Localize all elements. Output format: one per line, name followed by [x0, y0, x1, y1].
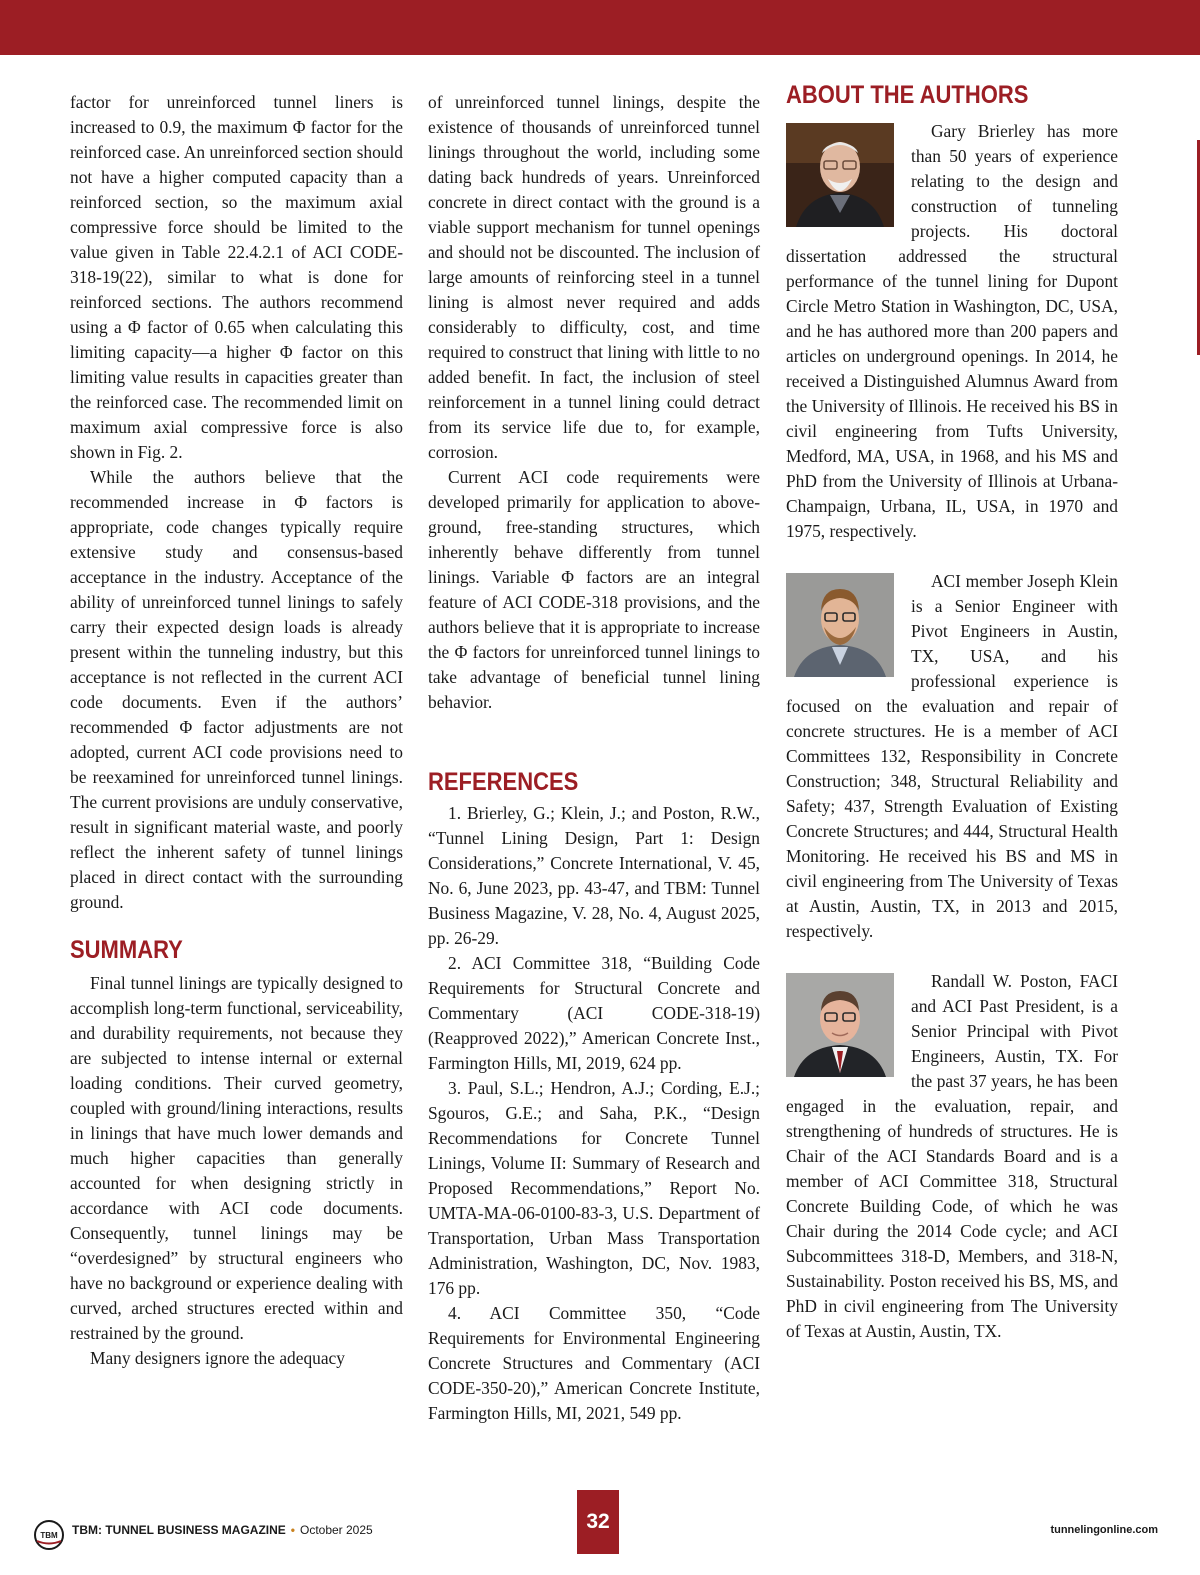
author-bio-poston [786, 969, 1118, 1344]
bio-text: Randall W. Poston, FACI and ACI Past President, is a Senior Principal with Pivot Engineers, Austin, TX. For the past 37 years, he has been engaged in the evaluation, repair, and strengthening of hundreds of structures. He is Chair of the ACI Standards Board and is a member of ACI Committee 318, Structural Concrete Building Code, of which he was Chair during the 2014 Code cycle; and ACI Subcommittees 318-D, Members, and 318-N, Sustainability. Poston received his BS, MS, and PhD in civil engineering from The University of Texas at Austin, Austin, TX. [786, 971, 1118, 1341]
magazine-name: TBM: TUNNEL BUSINESS MAGAZINE [72, 1523, 286, 1537]
paragraph: Current ACI code requirements were developed primarily for application to above-ground, free-standing structures, which inherently behave differently from tunnel linings. Variable Φ factors are an integral feature of ACI CODE-318 provisions, and the authors believe that it is appropriate to increase the Φ factors for unreinforced tunnel linings to take advantage of beneficial tunnel lining behavior. [428, 467, 760, 712]
page-footer [0, 1490, 1200, 1575]
header-bar [0, 0, 1200, 55]
bio-text: Gary Brierley has more than 50 years of experience relating to the design and construction of tunneling projects. His doctoral dissertation addressed the structural performance of the tunnel lining for Dupont Circle Metro Station in Washington, DC, USA, and he has authored more than 200 papers and articles on underground openings. In 2014, he received a Distinguished Alumnus Award from the University of Illinois. He received his BS in civil engineering from Tufts University, Medford, MA, USA, in 1968, and his MS and PhD from the University of Illinois at Urbana-Champaign, Urbana, IL, USA, in 1970 and 1975, respectively. [786, 121, 1118, 541]
author-bio-brierley [786, 119, 1118, 544]
paragraph: While the authors believe that the recommended increase in Φ factors is appropriate, code changes typically require extensive study and consensus-based acceptance in the industry. Acceptance of the ability of unreinforced tunnel linings to safely carry their expected design loads is already present within the tunneling industry, but this acceptance is not reflected in the current ACI code documents. Even if the authors’ recommended Φ factor adjustments are not adopted, current ACI code provisions need to be reexamined for unreinforced tunnel linings. The current provisions are unduly conservative, result in significant material waste, and poorly reflect the inherent safety of tunnel linings placed in direct contact with the surrounding ground. [70, 467, 403, 912]
author-bio-klein [786, 569, 1118, 944]
paragraph: Final tunnel linings are typically designed to accomplish long-term functional, serviceability, and durability requirements, not because they are subjected to intense internal or external loading conditions. Their curved geometry, coupled with ground/lining interactions, results in linings that have much lower demands and much higher capacities than generally accounted for when designing strictly in accordance with ACI code documents. Consequently, tunnel linings may be “overdesigned” by structural engineers who have no background or experience dealing with curved, arched structures erected within and restrained by the ground. [70, 973, 403, 1343]
issue-date: October 2025 [299, 1523, 373, 1537]
reference-item: 3. Paul, S.L.; Hendron, A.J.; Cording, E.J.; Sgouros, G.E.; and Saha, P.K., “Design Recommendations for Concrete Tunnel Linings, Volume II: Summary of Research and Proposed Recommendations,” Report No. UMTA-MA-06-0100-83-3, U.S. Department of Transportation, Urban Mass Transportation Administration, Washington, DC, Nov. 1983, 176 pp. [428, 1078, 760, 1298]
column-2 [428, 90, 760, 1426]
footer-website: tunnelingonline.com [1050, 1524, 1158, 1536]
tbm-logo-text: TBM [40, 1531, 58, 1540]
author-photo-poston [786, 973, 894, 1077]
portrait-image [786, 123, 894, 227]
reference-item: 1. Brierley, G.; Klein, J.; and Poston, R.W., “Tunnel Lining Design, Part 1: Design Considerations,” Concrete International, V. 45, No. 6, June 2023, pp. 43-47, and TBM: Tunnel Business Magazine, V. 28, No. 4, August 2025, pp. 26-29. [428, 803, 760, 948]
references-heading: REFERENCES [428, 768, 579, 796]
about-authors-heading: ABOUT THE AUTHORS [786, 81, 1029, 109]
column-1 [70, 90, 403, 1371]
page-number: 32 [577, 1490, 619, 1554]
reference-item: 4. ACI Committee 350, “Code Requirements for Environmental Engineering Concrete Structures and Commentary (ACI CODE-350-20),” American Concrete Institute, Farmington Hills, MI, 2021, 549 pp. [428, 1303, 760, 1423]
paragraph: Many designers ignore the adequacy [90, 1348, 345, 1368]
footer-magazine [72, 1520, 373, 1540]
column-3 [786, 80, 1118, 1344]
summary-heading: SUMMARY [70, 936, 183, 964]
portrait-image [786, 973, 894, 1077]
bullet-separator: • [290, 1523, 295, 1537]
author-photo-klein [786, 573, 894, 677]
author-photo-brierley [786, 123, 894, 227]
paragraph: of unreinforced tunnel linings, despite the existence of thousands of unreinforced tunnel linings throughout the world, including some dating back hundreds of years. Unreinforced concrete in direct contact with the ground is a viable support mechanism for tunnel openings and should not be discounted. The inclusion of large amounts of reinforcing steel in a tunnel lining is almost never required and adds considerably to difficulty, cost, and time required to construct that lining with little to no added benefit. In fact, the inclusion of steel reinforcement in a tunnel lining could detract from its service life due to, for example, corrosion. [428, 92, 760, 462]
paragraph: factor for unreinforced tunnel liners is increased to 0.9, the maximum Φ factor for the reinforced case. An unreinforced section should not have a higher computed capacity than a reinforced section, so the maximum axial compressive force should be limited to the value given in Table 22.4.2.1 of ACI CODE-318-19(22), similar to what is done for reinforced sections. The authors recommend using a Φ factor of 0.65 when calculating this limiting capacity—a higher Φ factor on this limiting value results in capacities greater than the reinforced case. The recommended limit on maximum axial compressive force is also shown in Fig. 2. [70, 92, 403, 462]
tbm-logo-icon [34, 1520, 64, 1550]
bio-text: ACI member Joseph Klein is a Senior Engineer with Pivot Engineers in Austin, TX, USA, and his professional experience is focused on the evaluation and repair of concrete structures. He is a member of ACI Committees 132, Responsibility in Concrete Construction; 348, Structural Reliability and Safety; 437, Strength Evaluation of Existing Concrete Structures; and 444, Structural Health Monitoring. He received his BS and MS in civil engineering from The University of Texas at Austin, Austin, TX, in 2013 and 2015, respectively. [786, 571, 1118, 941]
reference-item: 2. ACI Committee 318, “Building Code Requirements for Structural Concrete and Commentary (ACI CODE-318-19) (Reapproved 2022),” American Concrete Inst., Farmington Hills, MI, 2019, 624 pp. [428, 953, 760, 1073]
portrait-image [786, 573, 894, 677]
